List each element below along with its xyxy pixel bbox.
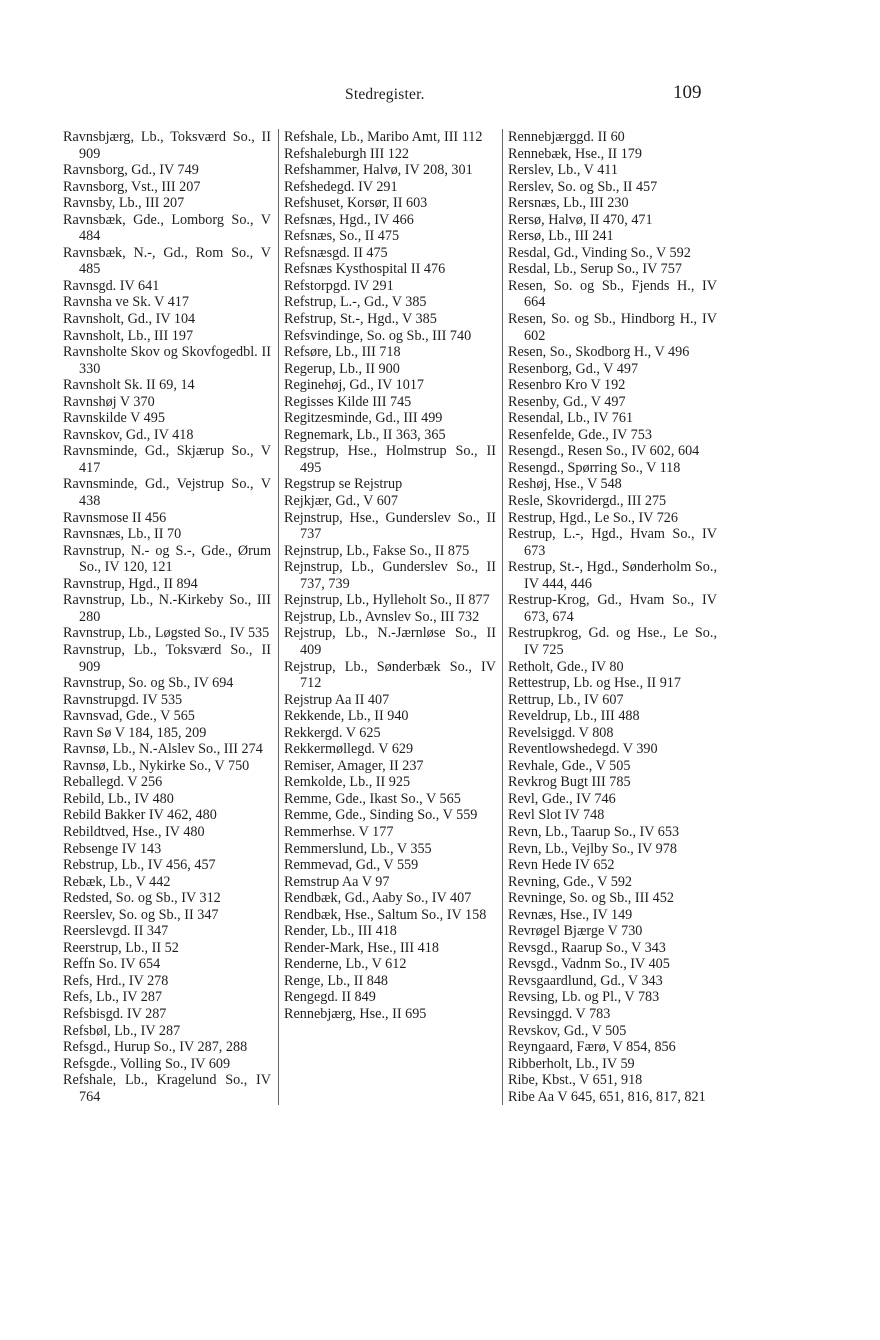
index-entry: Ravnsbjærg, Lb., Toksværd So., II 909 bbox=[63, 129, 271, 162]
index-entry: Refsnæs Kysthospital II 476 bbox=[284, 261, 446, 278]
index-entry: Refsvindinge, So. og Sb., III 740 bbox=[284, 327, 472, 344]
index-entry: Remmevad, Gd., V 559 bbox=[284, 857, 419, 874]
index-entry: Revskov, Gd., V 505 bbox=[508, 1022, 627, 1039]
index-entry: Revrøgel Bjærge V 730 bbox=[508, 923, 643, 940]
index-entry: Reffn So. IV 654 bbox=[63, 956, 161, 973]
index-column-1 bbox=[63, 129, 275, 1105]
index-entry: Refshammer, Halvø, IV 208, 301 bbox=[284, 162, 473, 179]
index-entry: Rennebjærg, Hse., II 695 bbox=[284, 1005, 427, 1022]
index-entry: Rebild, Lb., IV 480 bbox=[63, 790, 174, 807]
index-entry: Refshale, Lb., Kragelund So., IV 764 bbox=[63, 1072, 271, 1105]
index-entry: Rendbæk, Gd., Aaby So., IV 407 bbox=[284, 890, 472, 907]
index-entry: Restrup-Krog, Gd., Hvam So., IV 673, 674 bbox=[508, 592, 717, 625]
index-entry: Rebild Bakker IV 462, 480 bbox=[63, 807, 217, 824]
index-entry: Render, Lb., III 418 bbox=[284, 923, 397, 940]
index-entry: Rejnstrup, Lb., Fakse So., II 875 bbox=[284, 542, 470, 559]
index-entry: Rendbæk, Hse., Saltum So., IV 158 bbox=[284, 906, 487, 923]
index-entry: Refshale, Lb., Maribo Amt, III 112 bbox=[284, 129, 483, 145]
index-entry: Ravnskilde V 495 bbox=[63, 410, 165, 427]
index-entry: Rengegd. II 849 bbox=[284, 989, 376, 1006]
index-entry: Regerup, Lb., II 900 bbox=[284, 360, 400, 377]
index-entry: Resen, So. og Sb., Fjends H., IV 664 bbox=[508, 277, 717, 311]
index-entry: Remstrup Aa V 97 bbox=[284, 873, 390, 890]
index-entry: Remkolde, Lb., II 925 bbox=[284, 774, 411, 791]
index-entry: Resenfelde, Gde., IV 753 bbox=[508, 426, 652, 443]
index-entry: Reshøj, Hse., V 548 bbox=[508, 476, 622, 493]
index-entry: Rebæk, Lb., V 442 bbox=[63, 873, 171, 890]
index-entry: Ravnstrup, So. og Sb., IV 694 bbox=[63, 675, 234, 692]
index-entry: Rerslev, Lb., V 411 bbox=[508, 162, 618, 179]
index-entry: Remme, Gde., Ikast So., V 565 bbox=[284, 790, 461, 807]
running-head: Stedregister. bbox=[345, 86, 425, 103]
index-entry: Ravnstrupgd. IV 535 bbox=[63, 691, 183, 708]
index-entry: Refs, Lb., IV 287 bbox=[63, 989, 163, 1006]
page-header bbox=[0, 82, 880, 110]
index-entry: Rejstrup Aa II 407 bbox=[284, 691, 390, 708]
index-entry: Ravnsholt Sk. II 69, 14 bbox=[63, 377, 195, 394]
index-entry: Remmerhse. V 177 bbox=[284, 823, 394, 840]
index-entry: Restrupkrog, Gd. og Hse., Le So., IV 725 bbox=[508, 625, 717, 658]
index-entry: Rekkende, Lb., II 940 bbox=[284, 708, 409, 725]
index-entry: Refstorpgd. IV 291 bbox=[284, 277, 394, 294]
index-entry: Refshaleburgh III 122 bbox=[284, 145, 410, 162]
index-entry: Rekkergd. V 625 bbox=[284, 724, 381, 741]
index-entry: Ravnsmose II 456 bbox=[63, 509, 167, 526]
index-entry: Reerslevgd. II 347 bbox=[63, 923, 169, 940]
index-entry: Rejstrup, Lb., Avnslev So., III 732 bbox=[284, 608, 480, 625]
index-entry: Ribe, Kbst., V 651, 918 bbox=[508, 1072, 643, 1089]
index-entry: Rettestrup, Lb. og Hse., II 917 bbox=[508, 675, 681, 692]
index-entry: Revn, Lb., Taarup So., IV 653 bbox=[508, 823, 680, 840]
index-entry: Ravnsborg, Gd., IV 749 bbox=[63, 162, 199, 179]
index-entry: Refsbøl, Lb., IV 287 bbox=[63, 1022, 181, 1039]
index-entry: Rejnstrup, Lb., Hylleholt So., II 877 bbox=[284, 592, 490, 609]
index-entry: Rerslev, So. og Sb., II 457 bbox=[508, 178, 658, 195]
index-entry: Reerstrup, Lb., II 52 bbox=[63, 939, 179, 956]
index-entry: Revsing, Lb. og Pl., V 783 bbox=[508, 989, 660, 1006]
index-entry: Ribberholt, Lb., IV 59 bbox=[508, 1055, 635, 1072]
index-entry: Rennebæk, Hse., II 179 bbox=[508, 145, 642, 162]
index-entry: Rejnstrup, Lb., Gunderslev So., II 737, 739 bbox=[284, 559, 496, 592]
index-entry: Revsinggd. V 783 bbox=[508, 1005, 611, 1022]
index-entry: Ravnstrup, Lb., Toksværd So., II 909 bbox=[63, 641, 271, 675]
index-entry: Regnemark, Lb., II 363, 365 bbox=[284, 426, 446, 443]
index-entry: Remiser, Amager, II 237 bbox=[284, 757, 424, 774]
index-entry: Revl Slot IV 748 bbox=[508, 807, 605, 824]
index-entry: Renderne, Lb., V 612 bbox=[284, 956, 407, 973]
index-entry: Ravnskov, Gd., IV 418 bbox=[63, 426, 194, 443]
index-entry: Renge, Lb., II 848 bbox=[284, 972, 389, 989]
index-entry: Rersnæs, Lb., III 230 bbox=[508, 195, 629, 212]
index-entry: Ravnsminde, Gd., Vejstrup So., V 438 bbox=[63, 476, 271, 510]
index-entry: Rersø, Halvø, II 470, 471 bbox=[508, 211, 653, 228]
index-entry: Ravnsholt, Lb., III 197 bbox=[63, 327, 194, 344]
index-entry: Revning, Gde., V 592 bbox=[508, 873, 633, 890]
index-entry: Ravnshøj V 370 bbox=[63, 393, 155, 410]
index-entry: Retholt, Gde., IV 80 bbox=[508, 658, 624, 675]
index-entry: Ravnstrup, Lb., Løgsted So., IV 535 bbox=[63, 625, 270, 642]
index-entry: Restrup, Hgd., Le So., IV 726 bbox=[508, 509, 678, 526]
index-entry: Ravnsholt, Gd., IV 104 bbox=[63, 311, 196, 328]
index-entry: Refs, Hrd., IV 278 bbox=[63, 972, 169, 989]
index-entry: Resengd., Spørring So., V 118 bbox=[508, 459, 681, 476]
index-entry: Restrup, St.-, Hgd., Sønderholm So., IV 444, 446 bbox=[508, 559, 717, 592]
index-entry: Render-Mark, Hse., III 418 bbox=[284, 939, 439, 956]
index-entry: Regstrup, Hse., Holmstrup So., II 495 bbox=[284, 443, 496, 476]
index-entry: Regisses Kilde III 745 bbox=[284, 393, 412, 410]
index-entry: Revn, Lb., Vejlby So., IV 978 bbox=[508, 840, 677, 857]
index-entry: Resengd., Resen So., IV 602, 604 bbox=[508, 443, 700, 460]
index-entry: Refshedegd. IV 291 bbox=[284, 178, 398, 195]
index-entry: Ravnsø, Lb., N.-Alslev So., III 274 bbox=[63, 741, 263, 758]
index-entry: Regstrup se Rejstrup bbox=[284, 476, 403, 493]
index-entry: Ravnsvad, Gde., V 565 bbox=[63, 708, 195, 725]
index-entry: Ravnsholte Skov og Skovfogedbl. II 330 bbox=[63, 344, 271, 377]
index-entry: Ravnsnæs, Lb., II 70 bbox=[63, 526, 182, 543]
index-entry: Revn Hede IV 652 bbox=[508, 857, 615, 874]
index-entry: Revsgd., Vadnm So., IV 405 bbox=[508, 956, 670, 973]
index-entry: Ribe Aa V 645, 651, 816, 817, 821 bbox=[508, 1088, 706, 1105]
index-entry: Resendal, Lb., IV 761 bbox=[508, 410, 634, 427]
index-entry: Refsbisgd. IV 287 bbox=[63, 1005, 167, 1022]
index-entry: Resdal, Gd., Vinding So., V 592 bbox=[508, 244, 691, 261]
index-entry: Refstrup, St.-, Hgd., V 385 bbox=[284, 311, 437, 328]
index-entry: Ravnsø, Lb., Nykirke So., V 750 bbox=[63, 757, 250, 774]
index-entry: Resenbro Kro V 192 bbox=[508, 377, 626, 394]
index-entry: Restrup, L.-, Hgd., Hvam So., IV 673 bbox=[508, 526, 717, 559]
index-columns bbox=[63, 129, 717, 1105]
index-entry: Refshuset, Korsør, II 603 bbox=[284, 195, 428, 212]
index-entry: Reginehøj, Gd., IV 1017 bbox=[284, 377, 425, 394]
index-entry: Revsgd., Raarup So., V 343 bbox=[508, 939, 666, 956]
index-entry: Refstrup, L.-, Gd., V 385 bbox=[284, 294, 427, 311]
index-entry: Rejstrup, Lb., N.-Jærnløse So., II 409 bbox=[284, 625, 496, 658]
index-entry: Refsgde., Volling So., IV 609 bbox=[63, 1055, 231, 1072]
index-entry: Ravnsminde, Gd., Skjærup So., V 417 bbox=[63, 443, 271, 476]
index-entry: Resle, Skovridergd., III 275 bbox=[508, 493, 667, 510]
index-entry: Rebsenge IV 143 bbox=[63, 840, 162, 857]
index-entry: Revkrog Bugt III 785 bbox=[508, 774, 631, 791]
index-entry: Reballegd. V 256 bbox=[63, 774, 163, 791]
index-entry: Resenborg, Gd., V 497 bbox=[508, 360, 639, 377]
index-entry: Ravnstrup, N.- og S.-, Gde., Ørum So., IV 120, 121 bbox=[63, 542, 271, 576]
index-entry: Redsted, So. og Sb., IV 312 bbox=[63, 890, 221, 907]
index-entry: Revl, Gde., IV 746 bbox=[508, 790, 616, 807]
index-entry: Refsgd., Hurup So., IV 287, 288 bbox=[63, 1039, 248, 1056]
index-entry: Rejnstrup, Hse., Gunderslev So., II 737 bbox=[284, 509, 496, 543]
index-entry: Revninge, So. og Sb., III 452 bbox=[508, 890, 674, 907]
index-entry: Revelsiggd. V 808 bbox=[508, 724, 614, 741]
index-entry: Regitzesminde, Gd., III 499 bbox=[284, 410, 443, 427]
index-entry: Ravn Sø V 184, 185, 209 bbox=[63, 724, 207, 741]
index-entry: Rebstrup, Lb., IV 456, 457 bbox=[63, 857, 216, 874]
index-entry: Ravnsby, Lb., III 207 bbox=[63, 195, 185, 212]
index-entry: Refsnæs, So., II 475 bbox=[284, 228, 400, 245]
index-entry: Resen, So., Skodborg H., V 496 bbox=[508, 344, 690, 361]
index-entry: Ravnstrup, Hgd., II 894 bbox=[63, 575, 198, 592]
index-entry: Ravnsgd. IV 641 bbox=[63, 277, 160, 294]
index-entry: Remme, Gde., Sinding So., V 559 bbox=[284, 807, 478, 824]
index-entry: Refsøre, Lb., III 718 bbox=[284, 344, 401, 361]
index-entry: Revhale, Gde., V 505 bbox=[508, 757, 631, 774]
index-entry: Ravnsbæk, N.-, Gd., Rom So., V 485 bbox=[63, 244, 271, 278]
index-entry: Rejkjær, Gd., V 607 bbox=[284, 493, 398, 510]
index-entry: Rekkermøllegd. V 629 bbox=[284, 741, 414, 758]
page-number: 109 bbox=[673, 82, 702, 103]
index-entry: Rennebjærggd. II 60 bbox=[508, 129, 625, 145]
index-entry: Refsnæsgd. II 475 bbox=[284, 244, 388, 261]
index-column-3 bbox=[502, 129, 717, 1105]
index-column-2 bbox=[278, 129, 500, 1105]
index-entry: Resenby, Gd., V 497 bbox=[508, 393, 626, 410]
index-entry: Rejstrup, Lb., Sønderbæk So., IV 712 bbox=[284, 658, 496, 692]
index-entry: Refsnæs, Hgd., IV 466 bbox=[284, 211, 414, 228]
index-entry: Revsgaardlund, Gd., V 343 bbox=[508, 972, 663, 989]
index-entry: Ravnsborg, Vst., III 207 bbox=[63, 178, 201, 195]
index-entry: Remmerslund, Lb., V 355 bbox=[284, 840, 432, 857]
index-entry: Rersø, Lb., III 241 bbox=[508, 228, 614, 245]
index-entry: Ravnstrup, Lb., N.-Kirkeby So., III 280 bbox=[63, 592, 271, 625]
index-entry: Rettrup, Lb., IV 607 bbox=[508, 691, 624, 708]
index-entry: Rebildtved, Hse., IV 480 bbox=[63, 823, 205, 840]
index-entry: Ravnsbæk, Gde., Lomborg So., V 484 bbox=[63, 211, 271, 245]
index-entry: Resen, So. og Sb., Hindborg H., IV 602 bbox=[508, 311, 717, 344]
index-entry: Reerslev, So. og Sb., II 347 bbox=[63, 906, 219, 923]
index-entry: Reyngaard, Færø, V 854, 856 bbox=[508, 1039, 676, 1056]
index-entry: Revnæs, Hse., IV 149 bbox=[508, 906, 633, 923]
index-entry: Reventlowshedegd. V 390 bbox=[508, 741, 658, 758]
index-entry: Resdal, Lb., Serup So., IV 757 bbox=[508, 261, 682, 278]
index-entry: Ravnsha ve Sk. V 417 bbox=[63, 294, 189, 311]
index-entry: Reveldrup, Lb., III 488 bbox=[508, 708, 640, 725]
